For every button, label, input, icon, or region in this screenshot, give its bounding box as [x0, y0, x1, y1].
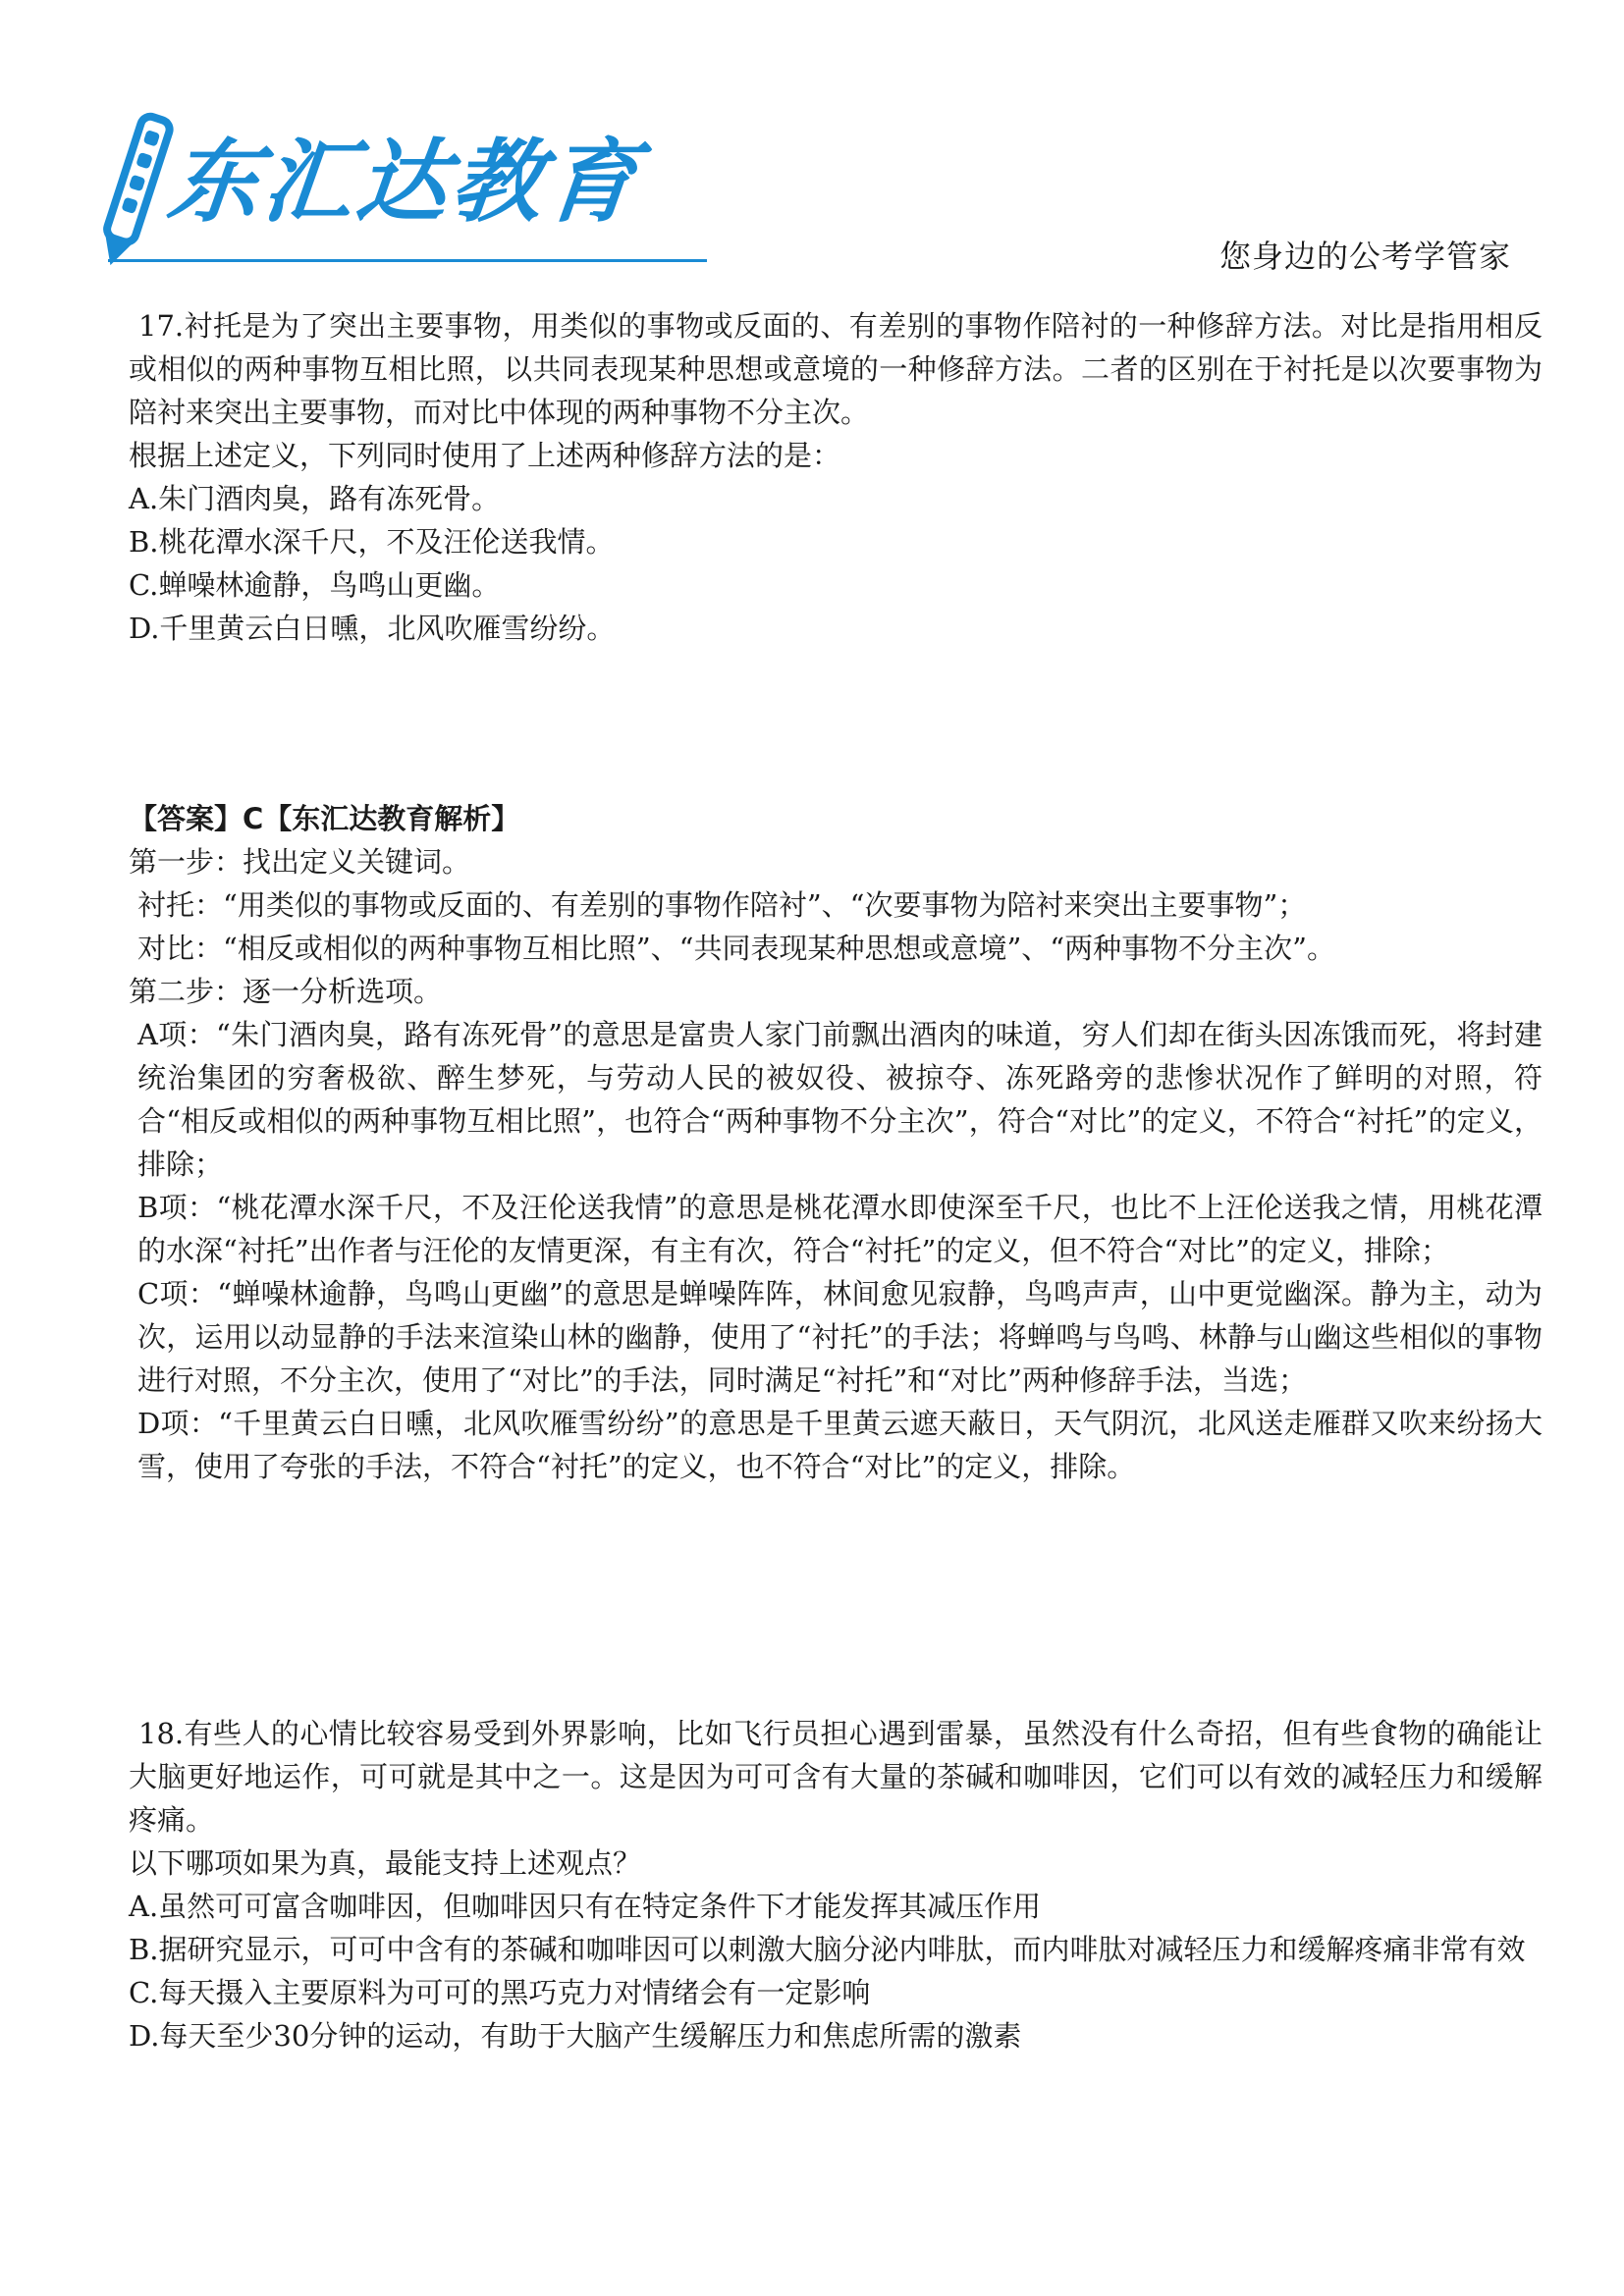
question-18-option-c: C.每天摄入主要原料为可可的黑巧克力对情绪会有一定影响 [129, 1976, 871, 2009]
question-18-prompt: 以下哪项如果为真，最能支持上述观点？ [129, 1846, 642, 1880]
document-body [129, 304, 1543, 2057]
answer-17-analysis-d: D项：“千里黄云白日曛，北风吹雁雪纷纷”的意思是千里黄云遮天蔽日，天气阴沉，北风送走雁群又吹来纷扬大雪，使用了夸张的手法，不符合“衬托”的定义，也不符合“对比”的定义，排除。 [137, 1407, 1543, 1483]
question-18 [129, 1712, 1543, 2057]
answer-17 [129, 797, 1543, 1488]
brand-logo-text: 东汇达教育 [163, 130, 646, 235]
answer-17-title: 【答案】C【东汇达教育解析】 [129, 802, 520, 835]
question-17-option-b: B.桃花潭水深千尺，不及汪伦送我情。 [129, 525, 615, 559]
question-18-option-d: D.每天至少30分钟的运动，有助于大脑产生缓解压力和焦虑所需的激素 [129, 2019, 1022, 2053]
question-18-option-a: A.虽然可可富含咖啡因，但咖啡因只有在特定条件下才能发挥其减压作用 [129, 1890, 1042, 1923]
answer-17-keyword-comparison: 对比：“相反或相似的两种事物互相比照”、“共同表现某种思想或意境”、“两种事物不分主次”。 [137, 932, 1335, 965]
question-17-prompt: 根据上述定义，下列同时使用了上述两种修辞方法的是： [129, 439, 841, 472]
pen-logo-icon [98, 108, 177, 275]
header-slogan: 您身边的公考学管家 [1219, 238, 1512, 275]
answer-17-keyword-contrast-foil: 衬托：“用类似的事物或反面的、有差别的事物作陪衬”、“次要事物为陪衬来突出主要事物”； [137, 888, 1307, 922]
answer-17-analysis-c: C项：“蝉噪林逾静，鸟鸣山更幽”的意思是蝉噪阵阵，林间愈见寂静，鸟鸣声声，山中更觉幽深。静为主，动为次，运用以动显静的手法来渲染山林的幽静，使用了“衬托”的手法；将蝉鸣与鸟鸣、林静与山幽这些相似的事物进行对照，不分主次，使用了“对比”的手法，同时满足“衬托”和“对比”两种修辞手法，当选； [137, 1277, 1543, 1397]
spacer [129, 650, 1543, 797]
question-17 [129, 304, 1543, 650]
question-17-option-a: A.朱门酒肉臭，路有冻死骨。 [129, 482, 501, 515]
spacer [129, 1488, 1543, 1712]
answer-17-analysis-a: A项：“朱门酒肉臭，路有冻死骨”的意思是富贵人家门前飘出酒肉的味道，穷人们却在街头因冻饿而死，将封建统治集团的穷奢极欲、醉生梦死，与劳动人民的被奴役、被掠夺、冻死路旁的悲惨状况作了鲜明的对照，符合“相反或相似的两种事物互相比照”，也符合“两种事物不分主次”，符合“对比”的定义，不符合“衬托”的定义，排除； [137, 1018, 1543, 1181]
question-18-stem: 18.有些人的心情比较容易受到外界影响，比如飞行员担心遇到雷暴，虽然没有什么奇招，但有些食物的确能让大脑更好地运作，可可就是其中之一。这是因为可可含有大量的茶碱和咖啡因，它们可以有效的减轻压力和缓解疼痛。 [129, 1717, 1543, 1837]
question-18-option-b: B.据研究显示，可可中含有的茶碱和咖啡因可以刺激大脑分泌内啡肽，而内啡肽对减轻压力和缓解疼痛非常有效 [129, 1933, 1526, 1966]
question-17-option-c: C.蝉噪林逾静，鸟鸣山更幽。 [129, 568, 501, 602]
page-header [0, 0, 1624, 294]
answer-17-analysis-b: B项：“桃花潭水深千尺，不及汪伦送我情”的意思是桃花潭水即使深至千尺，也比不上汪伦送我之情，用桃花潭的水深“衬托”出作者与汪伦的友情更深，有主有次，符合“衬托”的定义，但不符合“对比”的定义，排除； [137, 1191, 1543, 1267]
answer-17-step-1: 第一步：找出定义关键词。 [129, 845, 471, 879]
question-17-option-d: D.千里黄云白日曛，北风吹雁雪纷纷。 [129, 612, 616, 645]
answer-17-step-2: 第二步：逐一分析选项。 [129, 975, 443, 1008]
logo-underline [108, 259, 707, 262]
question-17-stem: 17.衬托是为了突出主要事物，用类似的事物或反面的、有差别的事物作陪衬的一种修辞方法。对比是指用相反或相似的两种事物互相比照，以共同表现某种思想或意境的一种修辞方法。二者的区别在于衬托是以次要事物为陪衬来突出主要事物，而对比中体现的两种事物不分主次。 [129, 309, 1543, 429]
